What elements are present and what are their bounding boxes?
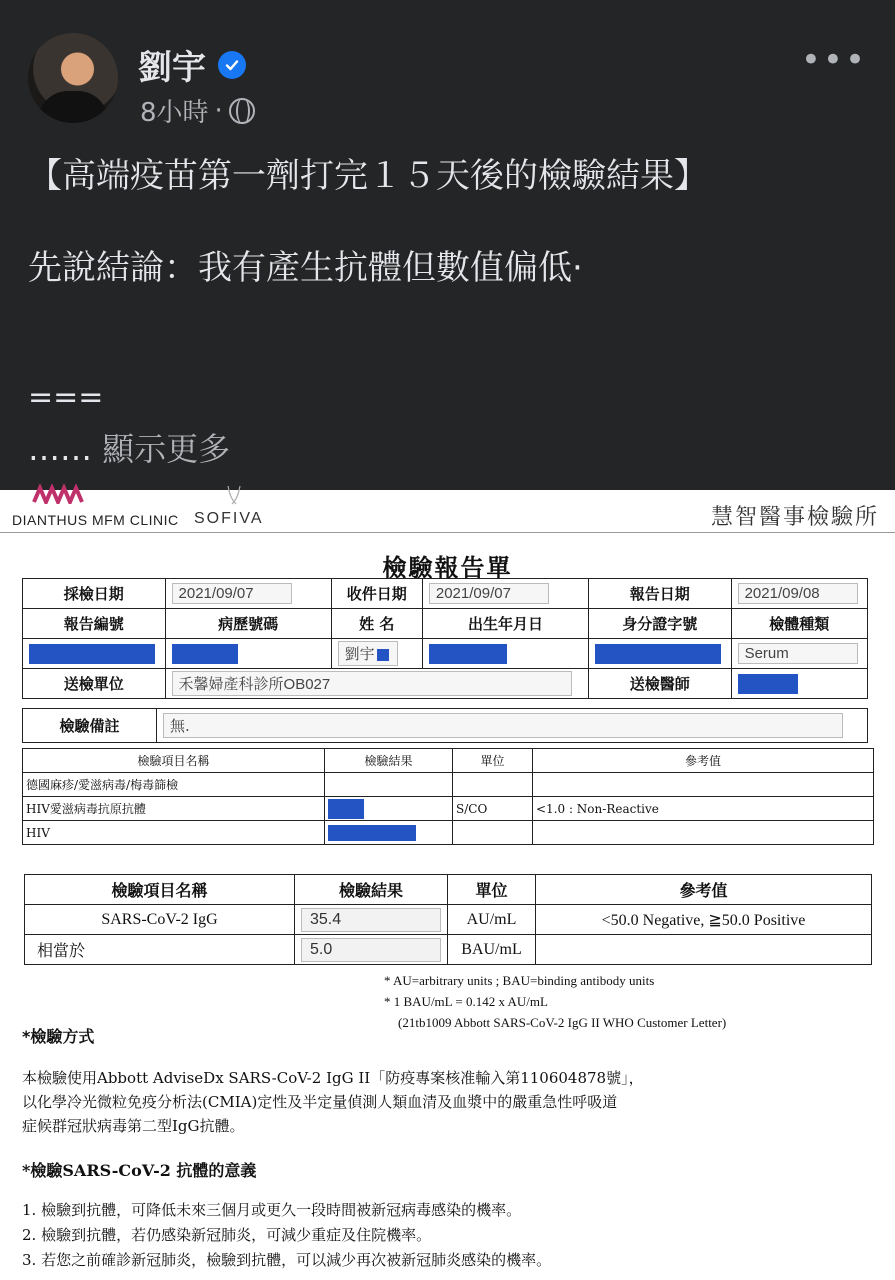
igg-header-reference: 參考值: [536, 875, 872, 905]
redacted-hiv-result: [328, 799, 364, 819]
igg-table: [24, 874, 872, 965]
hiv-row2-unit: S/CO: [453, 797, 533, 821]
footnote-2: * 1 BAU/mL = 0.142 x AU/mL: [384, 994, 548, 1009]
igg-equiv-result: 5.0: [301, 938, 441, 962]
igg-header-result: 檢驗結果: [295, 875, 448, 905]
note-value: 無.: [163, 713, 843, 738]
report-date-value: 2021/09/08: [738, 583, 858, 604]
post-separator: ===: [28, 380, 104, 415]
lab-report-image[interactable]: [0, 490, 895, 1280]
igg-equiv-label: 相當於: [25, 935, 295, 965]
id-label: 身分證字號: [589, 609, 732, 639]
post-text-line2: 先說結論：我有產生抗體但數值偏低·: [28, 248, 583, 288]
name-label: 姓 名: [331, 609, 422, 639]
meaning-item-2: 2. 檢驗到抗體，若仍感染新冠肺炎，可減少重症及住院機率。: [22, 1226, 432, 1244]
igg-reference: <50.0 Negative, ≧50.0 Positive: [536, 905, 872, 935]
method-line-1: 本檢驗使用Abbott AdviseDx SARS-CoV-2 IgG II「防疫專案核准輸入第110604878號」，: [22, 1069, 644, 1087]
meaning-item-3: 3. 若您之前確診新冠肺炎，檢驗到抗體，可以減少再次被新冠肺炎感染的機率。: [22, 1251, 552, 1269]
meta-dot: ·: [214, 95, 223, 126]
hiv-header-reference: 參考值: [533, 749, 874, 773]
footnote-3: (21tb1009 Abbott SARS-CoV-2 IgG II WHO Customer Letter): [398, 1015, 727, 1030]
meaning-heading: *檢驗SARS-CoV-2 抗體的意義: [22, 1161, 257, 1180]
redacted-doctor: [738, 674, 798, 694]
igg-unit: AU/mL: [448, 905, 536, 935]
hiv-row2-name: HIV愛滋病毒抗原抗體: [23, 797, 325, 821]
redacted-id: [595, 644, 721, 664]
avatar[interactable]: [28, 33, 118, 123]
igg-test-name: SARS-CoV-2 IgG: [25, 905, 295, 935]
sofiva-name: SOFIVA: [194, 510, 264, 527]
facebook-post: [0, 0, 895, 490]
collect-date-value: 2021/09/07: [172, 583, 292, 604]
verified-badge-icon: [218, 51, 246, 79]
collect-date-label: 採檢日期: [23, 579, 166, 609]
post-text-line1: 【高端疫苗第一劑打完１５天後的檢驗結果】: [28, 156, 708, 196]
birth-label: 出生年月日: [422, 609, 588, 639]
hiv-header-unit: 單位: [453, 749, 533, 773]
receive-date-value: 2021/09/07: [429, 583, 549, 604]
meaning-item-1: 1. 檢驗到抗體，可降低未來三個月或更久一段時間被新冠病毒感染的機率。: [22, 1201, 522, 1219]
report-title: 檢驗報告單: [382, 553, 513, 582]
footnotes: [384, 970, 726, 1033]
post-time[interactable]: 8小時: [140, 98, 209, 128]
hiv-header-result: 檢驗結果: [325, 749, 453, 773]
method-line-2: 以化學冷光微粒免疫分析法(CMIA)定性及半定量偵測人類血清及血漿中的嚴重急性呼吸道: [22, 1093, 618, 1111]
more-options-icon[interactable]: •••: [800, 40, 867, 80]
ellipsis: ……: [28, 430, 103, 468]
note-table: [22, 708, 868, 743]
receive-date-label: 收件日期: [331, 579, 422, 609]
redacted-report-no: [29, 644, 155, 664]
igg-result: 35.4: [301, 908, 441, 932]
hiv-header-item: 檢驗項目名稱: [23, 749, 325, 773]
redacted-birth: [429, 644, 507, 664]
hiv-row2-ref: <1.0 : Non-Reactive: [533, 797, 874, 821]
hiv-table: [22, 748, 874, 845]
method-heading: *檢驗方式: [22, 1027, 95, 1046]
sender-unit-label: 送檢單位: [23, 669, 166, 699]
meaning-list: [22, 1198, 551, 1273]
sofiva-logo-icon: [214, 486, 254, 506]
patient-info-table: [22, 578, 868, 699]
see-more-row: [28, 424, 230, 470]
see-more-link[interactable]: 顯示更多: [102, 430, 231, 468]
igg-header-unit: 單位: [448, 875, 536, 905]
author-name[interactable]: 劉宇: [138, 48, 206, 88]
sender-doctor-label: 送檢醫師: [589, 669, 732, 699]
post-author[interactable]: [138, 40, 246, 89]
method-line-3: 症候群冠狀病毒第二型IgG抗體。: [22, 1117, 245, 1135]
report-date-label: 報告日期: [589, 579, 732, 609]
method-text: [22, 1066, 782, 1138]
hiv-row1-name: 德國麻疹/愛滋病毒/梅毒篩檢: [23, 773, 325, 797]
sender-unit-value: 禾馨婦產科診所OB027: [172, 671, 572, 696]
hiv-row3-name: HIV: [23, 821, 325, 845]
public-globe-icon: [229, 98, 255, 124]
redacted-chart-no: [172, 644, 238, 664]
patient-name: 劉宇: [338, 641, 398, 666]
dianthus-logo-icon: [30, 484, 86, 504]
igg-equiv-unit: BAU/mL: [448, 935, 536, 965]
redacted-hiv-result2: [328, 825, 416, 841]
note-label: 檢驗備註: [23, 709, 157, 743]
footnote-1: * AU=arbitrary units ; BAU=binding antibody units: [384, 973, 655, 988]
igg-header-item: 檢驗項目名稱: [25, 875, 295, 905]
report-no-label: 報告編號: [23, 609, 166, 639]
post-meta: [140, 92, 255, 129]
specimen-label: 檢體種類: [731, 609, 867, 639]
specimen-value: Serum: [738, 643, 858, 664]
header-divider: [0, 532, 895, 533]
lab-name: 慧智醫事檢驗所: [710, 505, 879, 530]
chart-no-label: 病歷號碼: [165, 609, 331, 639]
clinic-name: DIANTHUS MFM CLINIC: [12, 512, 179, 528]
